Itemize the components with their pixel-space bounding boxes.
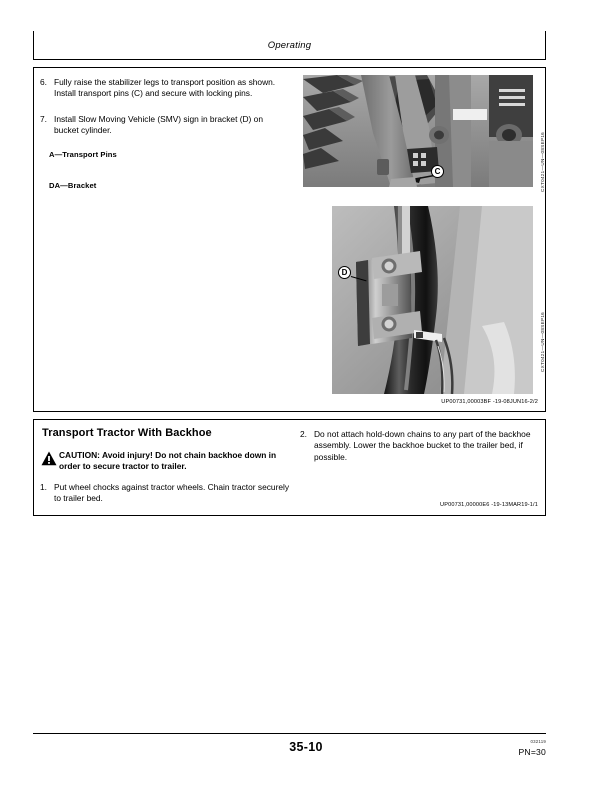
step-number: 2. — [300, 429, 307, 439]
footer-date-code: 032119 — [530, 739, 546, 744]
section-heading: Transport Tractor With Backhoe — [42, 427, 212, 439]
step-item-1 — [40, 482, 298, 505]
step-text: Do not attach hold-down chains to any part of the backhoe assembly. Lower the backhoe bucket to the trailer bed, if possible. — [314, 429, 531, 462]
figure-code-upper: CXT0421—UN—08SEP16 — [540, 131, 545, 192]
smv-bracket-illustration — [332, 206, 533, 394]
caption-code-upper: UP00731,00003BF -19-08JUN16-2/2 — [441, 399, 538, 405]
step-number: 6. — [40, 77, 47, 87]
page-header — [33, 31, 546, 60]
header-title: Operating — [267, 40, 312, 51]
figure-code-lower: CXT0421—UN—08SEP16 — [540, 311, 545, 372]
step-number: 1. — [40, 482, 47, 492]
figure-photo-smv-bracket — [332, 206, 533, 394]
step-item-6 — [40, 77, 288, 100]
step-text: Install Slow Moving Vehicle (SMV) sign in bracket (D) on bucket cylinder. — [54, 114, 263, 136]
step-text: Put wheel chocks against tractor wheels. Chain tractor securely to trailer bed. — [54, 482, 290, 504]
legend-item-a: A—Transport Pins — [49, 150, 117, 159]
callout-label-d: D — [338, 266, 351, 279]
stabilizer-legs-illustration — [303, 75, 533, 187]
caution-text: CAUTION: Avoid injury! Do not chain backhoe down in order to secure tractor to trailer. — [59, 450, 277, 472]
step-item-7 — [40, 114, 288, 137]
step-number: 7. — [40, 114, 47, 124]
caution-block — [41, 450, 293, 472]
step-text: Fully raise the stabilizer legs to transport position as shown. Install transport pins (C) and secure with locking pins. — [54, 77, 276, 99]
footer-pn: PN=30 — [518, 747, 546, 757]
warning-triangle-icon — [41, 451, 57, 466]
legend-item-da: DA—Bracket — [49, 181, 97, 190]
footer-divider — [33, 733, 546, 734]
figure-photo-stabilizer-legs — [303, 75, 533, 187]
step-item-2 — [300, 429, 545, 463]
callout-label-c: C — [431, 165, 444, 178]
caption-code-lower: UP00731,00000E6 -19-13MAR19-1/1 — [440, 502, 538, 508]
page-number: 35-10 — [289, 740, 323, 754]
